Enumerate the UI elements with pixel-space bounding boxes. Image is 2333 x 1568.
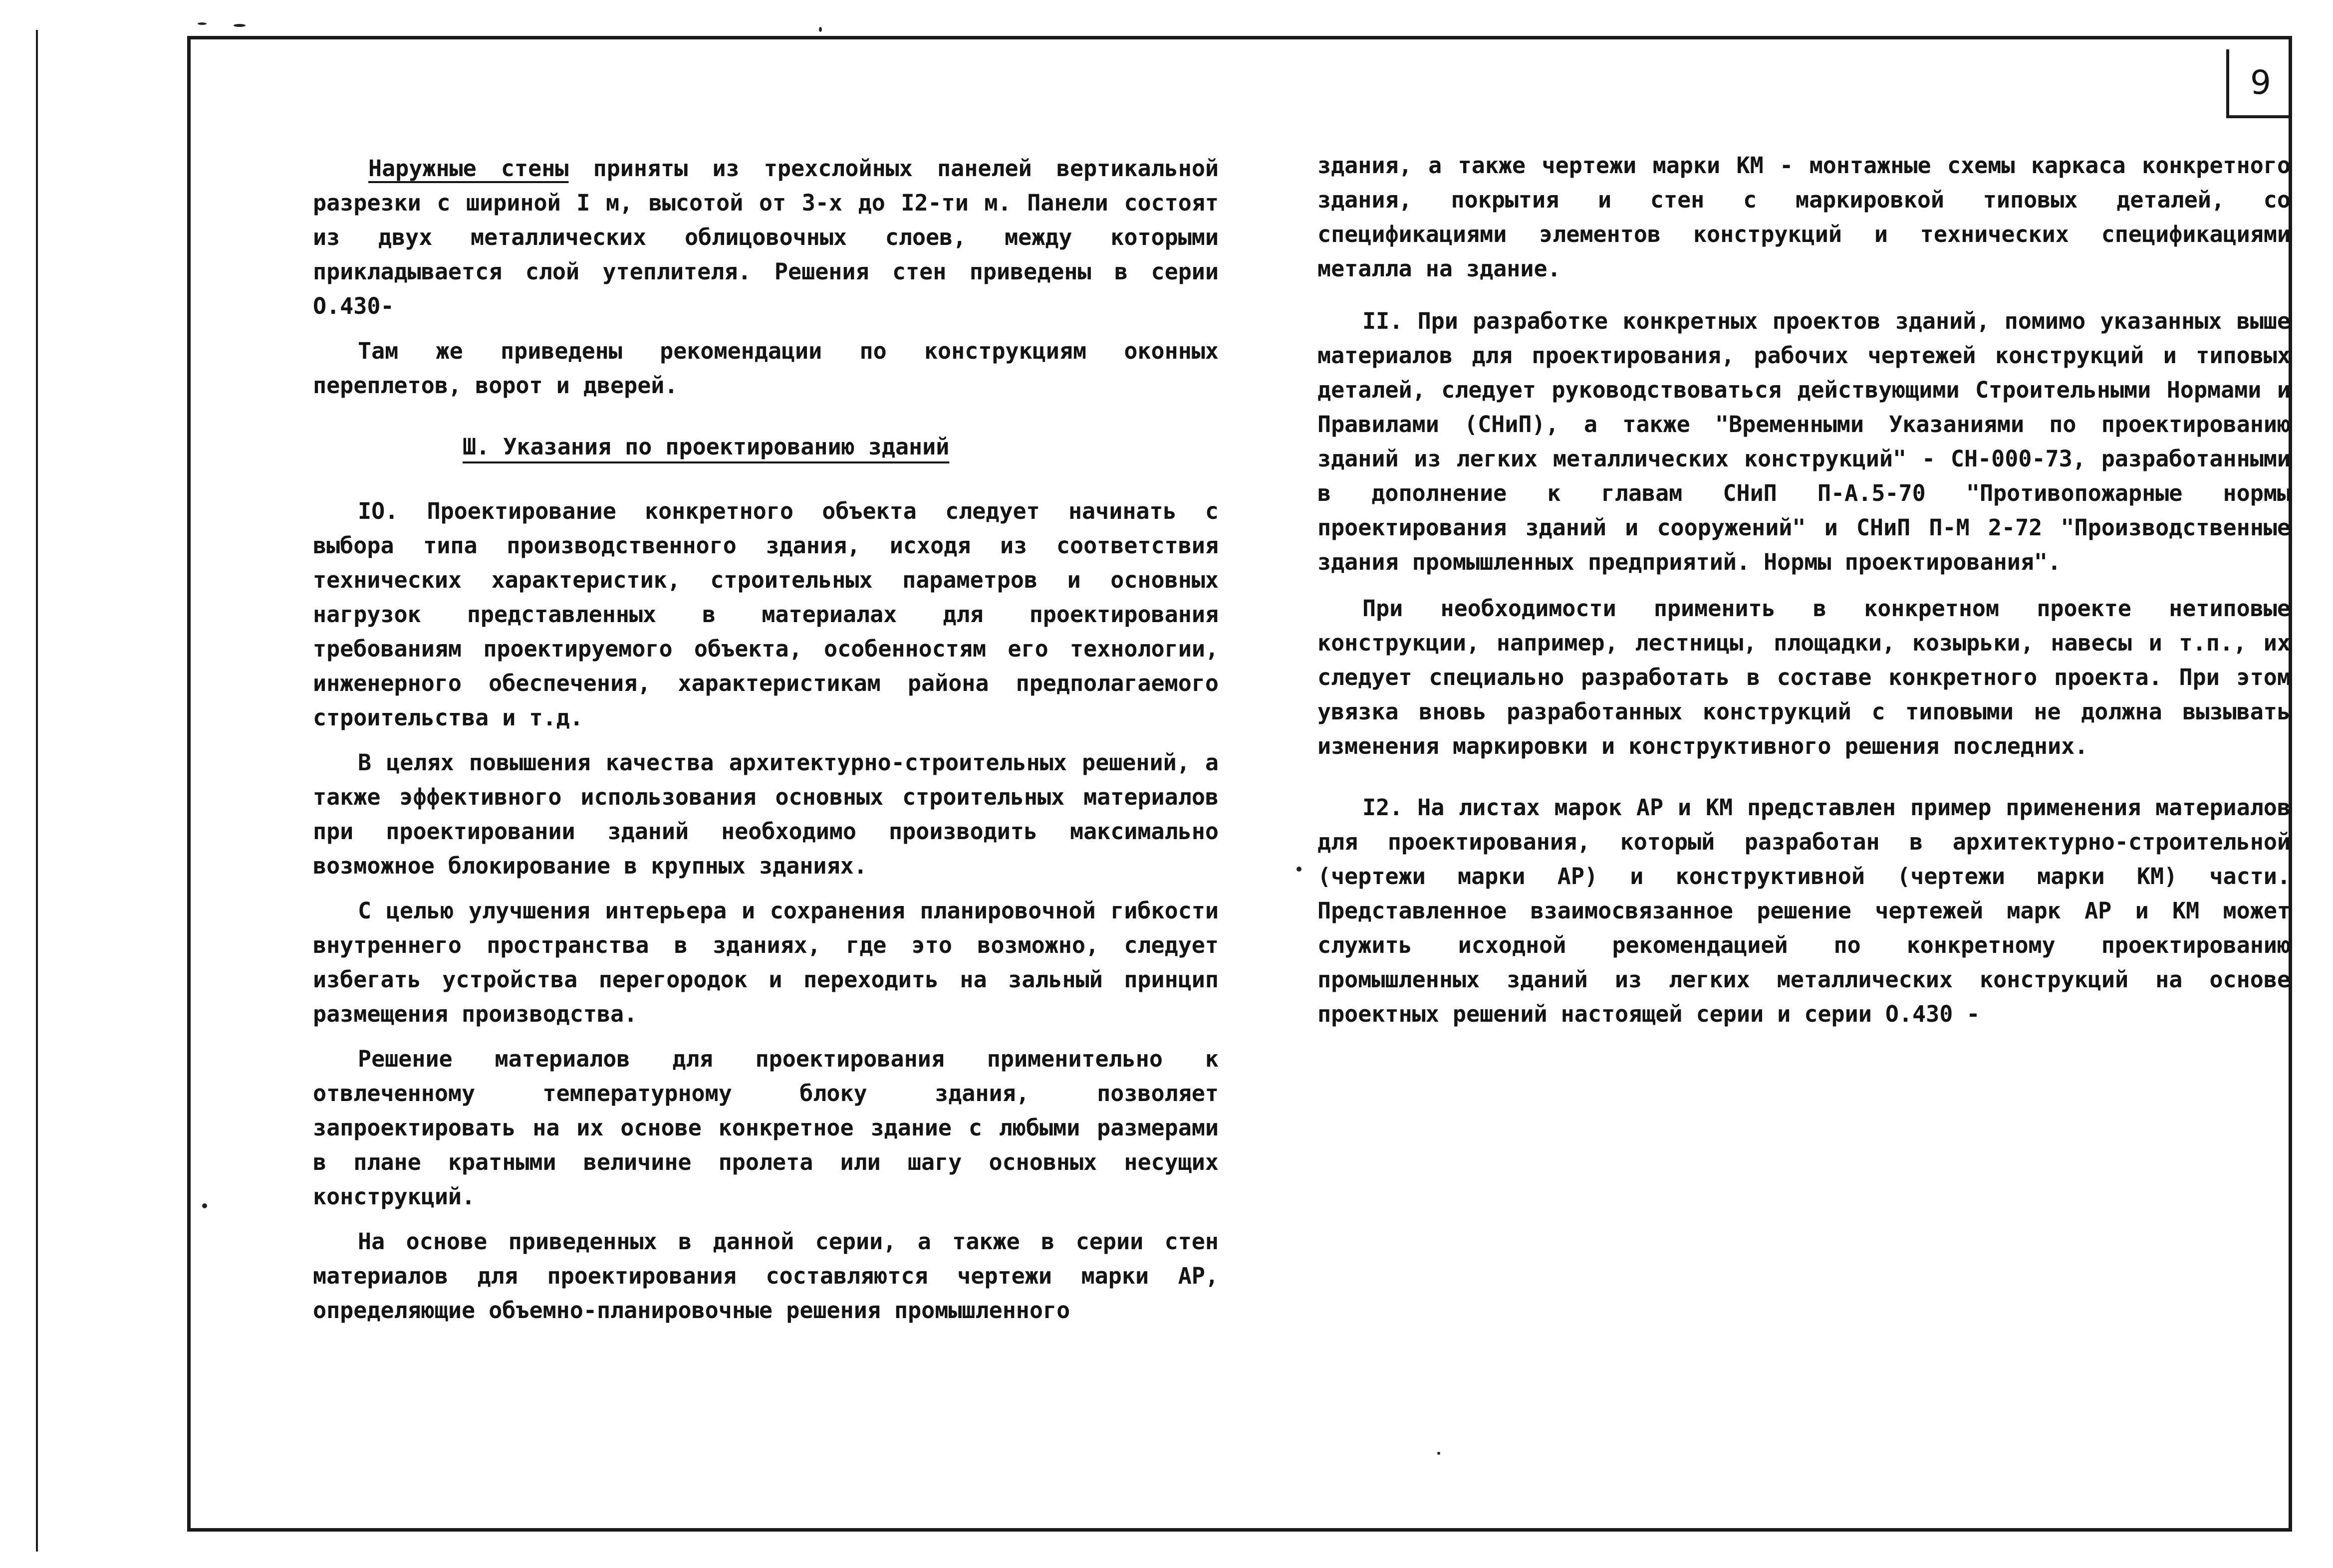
paragraph-exterior-walls xyxy=(313,151,1219,323)
scan-speck xyxy=(198,22,207,25)
section-heading: Ш. Указания по проектированию зданий xyxy=(463,434,950,460)
exterior-walls-text: приняты из трехслойных панелей вертикальной разрезки с шириной I м, высотой от 3-х до I2-ти м. Панели состоят из двух металлических облицовочных слоев, между которыми прикладывается слой утеплителя. Решения стен приведены в серии О.430- xyxy=(313,155,1219,319)
paragraph-windows-doors: Там же приведены рекомендации по конструкциям оконных переплетов, ворот и дверей. xyxy=(313,338,1219,399)
left-text-column xyxy=(313,151,1219,1338)
paragraph-temperature-block: Решение материалов для проектирования применительно к отвлеченному температурному блоку здания, позволяет запроектировать на их основе конкретное здание с любыми размерами в плане кратными величине пролета или шагу основных несущих конструкций. xyxy=(313,1046,1219,1210)
paragraph-quality: В целях повышения качества архитектурно-строительных решений, а также эффективного использования основных строительных материалов при проектировании зданий необходимо производить максимально возможное блокирование в крупных зданиях. xyxy=(313,749,1219,879)
scan-speck xyxy=(1437,1452,1440,1455)
scan-speck xyxy=(234,24,246,27)
scan-speck xyxy=(819,27,822,32)
paragraph-item-11: II. При разработке конкретных проектов зданий, помимо указанных выше материалов для проектирования, рабочих чертежей конструкций и типовых деталей, следует руководствоваться действующими Строительными Нормами и Правилами (СНиП), а также "Временными Указаниями по проектированию зданий из легких металлических конструкций" - СН-000-73, разработанными в дополнение к главам СНиП П-А.5-70 "Противопожарные нормы проектирования зданий и сооружений" и СНиП П-М 2-72 "Производственные здания промышленных предприятий. Нормы проектирования". xyxy=(1317,308,2291,575)
right-text-column xyxy=(1317,148,2291,1042)
binding-edge-line xyxy=(36,30,38,1552)
page-number-box xyxy=(2226,49,2292,118)
scan-speck xyxy=(1296,867,1301,872)
paragraph-drawings-km: здания, а также чертежи марки КМ - монтажные схемы каркаса конкретного здания, покрытия и стен с маркировкой типовых деталей, со спецификациями элементов конструкций и технических спецификациями металла на здание. xyxy=(1317,152,2291,282)
page-number: 9 xyxy=(2250,63,2271,102)
paragraph-item-12: I2. На листах марок АР и КМ представлен пример применения материалов для проектирования, который разработан в архитектурно-строительной (чертежи марки АР) и конструктивной (чертежи марки КМ) части. Представленное взаимосвязанное решение чертежей марк АР и КМ может служить исходной рекомендацией по конкретному проектированию промышленных зданий из легких металлических конструкций на основе проектных решений настоящей серии и серии О.430 - xyxy=(1317,794,2291,1027)
paragraph-item-10: IO. Проектирование конкретного объекта следует начинать с выбора типа производственного здания, исходя из соответствия технических характеристик, строительных параметров и основных нагрузок представленных в материалах для проектирования требованиям проектируемого объекта, особенностям его технологии, инженерного обеспечения, характеристикам района предполагаемого строительства и т.д. xyxy=(313,498,1219,731)
exterior-walls-term: Наружные стены xyxy=(368,155,569,182)
scan-speck xyxy=(202,1203,207,1208)
paragraph-drawings-ar: На основе приведенных в данной серии, а также в серии стен материалов для проектирования составляются чертежи марки АР, определяющие объемно-планировочные решения промышленного xyxy=(313,1228,1219,1324)
paragraph-nonstandard: При необходимости применить в конкретном проекте нетиповые конструкции, например, лестницы, площадки, козырьки, навесы и т.п., их следует специально разработать в составе конкретного проекта. При этом увязка вновь разработанных конструкций с типовыми не должна вызывать изменения маркировки и конструктивного решения последних. xyxy=(1317,595,2291,759)
paragraph-interior: С целью улучшения интерьера и сохранения планировочной гибкости внутреннего пространства в зданиях, где это возможно, следует избегать устройства перегородок и переходить на зальный принцип размещения производства. xyxy=(313,897,1219,1027)
